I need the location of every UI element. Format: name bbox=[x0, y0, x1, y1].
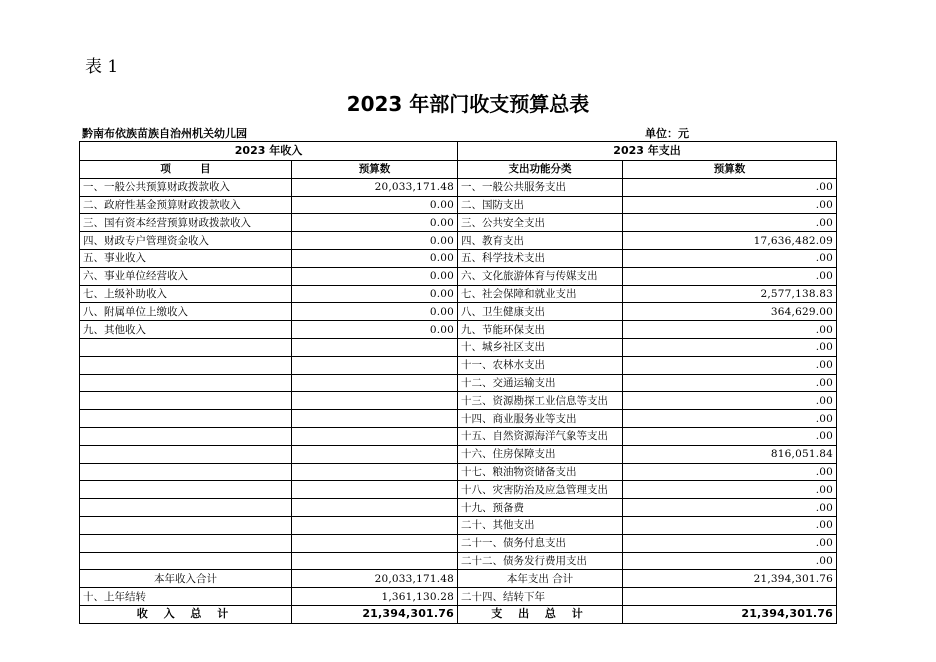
income-item-cell bbox=[80, 445, 292, 463]
income-item-cell: 十、上年结转 bbox=[80, 588, 292, 606]
income-amount-cell: 20,033,171.48 bbox=[292, 570, 458, 588]
table-row bbox=[80, 605, 837, 623]
expense-item-cell: 二十一、债务付息支出 bbox=[458, 534, 623, 552]
income-amount-cell: 21,394,301.76 bbox=[292, 605, 458, 623]
expense-amount-cell: 17,636,482.09 bbox=[623, 232, 837, 250]
table-row bbox=[80, 374, 837, 392]
income-item-cell: 收 入 总 计 bbox=[80, 605, 292, 623]
expense-item-cell: 二、国防支出 bbox=[458, 196, 623, 214]
expense-amount-cell: .00 bbox=[623, 392, 837, 410]
income-item-cell bbox=[80, 356, 292, 374]
expense-amount-cell: .00 bbox=[623, 356, 837, 374]
income-item-cell bbox=[80, 410, 292, 428]
expense-amount-cell: .00 bbox=[623, 427, 837, 445]
expense-amount-cell: .00 bbox=[623, 321, 837, 339]
income-item-cell: 五、事业收入 bbox=[80, 249, 292, 267]
table-row bbox=[80, 427, 837, 445]
expense-item-cell: 支 出 总 计 bbox=[458, 605, 623, 623]
expense-item-cell: 十三、资源勘探工业信息等支出 bbox=[458, 392, 623, 410]
expense-amount-cell: 21,394,301.76 bbox=[623, 570, 837, 588]
income-amount-cell: 20,033,171.48 bbox=[292, 178, 458, 196]
expense-amount-cell: 816,051.84 bbox=[623, 445, 837, 463]
income-amount-cell: 0.00 bbox=[292, 232, 458, 250]
expense-amount-cell: .00 bbox=[623, 534, 837, 552]
expense-amount-cell: 21,394,301.76 bbox=[623, 605, 837, 623]
income-amount-cell: 0.00 bbox=[292, 267, 458, 285]
expense-item-cell: 十五、自然资源海洋气象等支出 bbox=[458, 427, 623, 445]
page-title: 2023 年部门收支预算总表 bbox=[346, 92, 590, 116]
income-amount-cell bbox=[292, 463, 458, 481]
expense-item-cell: 八、卫生健康支出 bbox=[458, 303, 623, 321]
table-row bbox=[80, 178, 837, 196]
table-row bbox=[80, 392, 837, 410]
income-item-cell bbox=[80, 552, 292, 570]
expense-item-header: 支出功能分类 bbox=[458, 161, 623, 179]
expense-amount-cell: .00 bbox=[623, 516, 837, 534]
income-item-cell bbox=[80, 392, 292, 410]
table-row bbox=[80, 499, 837, 517]
expense-amount-cell: .00 bbox=[623, 196, 837, 214]
income-item-cell: 三、国有资本经营预算财政拨款收入 bbox=[80, 214, 292, 232]
expense-amount-cell: .00 bbox=[623, 463, 837, 481]
table-row bbox=[80, 534, 837, 552]
expense-item-cell: 十七、粮油物资储备支出 bbox=[458, 463, 623, 481]
income-amount-cell: 0.00 bbox=[292, 214, 458, 232]
expense-item-cell: 九、节能环保支出 bbox=[458, 321, 623, 339]
income-item-cell bbox=[80, 534, 292, 552]
table-row bbox=[80, 516, 837, 534]
expense-item-cell: 四、教育支出 bbox=[458, 232, 623, 250]
expense-item-cell: 一、一般公共服务支出 bbox=[458, 178, 623, 196]
income-item-cell bbox=[80, 499, 292, 517]
expense-amount-cell: 364,629.00 bbox=[623, 303, 837, 321]
income-item-cell: 本年收入合计 bbox=[80, 570, 292, 588]
table-row bbox=[80, 356, 837, 374]
table-label: 表 1 bbox=[85, 57, 119, 77]
expense-section-header: 2023 年支出 bbox=[458, 142, 837, 161]
expense-amount-cell: .00 bbox=[623, 338, 837, 356]
income-item-cell: 二、政府性基金预算财政拨款收入 bbox=[80, 196, 292, 214]
income-item-cell: 八、附属单位上缴收入 bbox=[80, 303, 292, 321]
income-item-cell bbox=[80, 374, 292, 392]
table-row bbox=[80, 445, 837, 463]
column-header-row bbox=[80, 161, 837, 179]
income-amount-cell bbox=[292, 338, 458, 356]
expense-item-cell: 六、文化旅游体育与传媒支出 bbox=[458, 267, 623, 285]
expense-amount-header: 预算数 bbox=[623, 161, 837, 179]
income-item-cell bbox=[80, 481, 292, 499]
income-amount-cell bbox=[292, 374, 458, 392]
table-row bbox=[80, 267, 837, 285]
expense-item-cell: 本年支出 合计 bbox=[458, 570, 623, 588]
table-row bbox=[80, 321, 837, 339]
expense-item-cell: 二十、其他支出 bbox=[458, 516, 623, 534]
expense-amount-cell: .00 bbox=[623, 267, 837, 285]
income-item-cell: 四、财政专户管理资金收入 bbox=[80, 232, 292, 250]
income-item-header: 项 目 bbox=[80, 161, 292, 179]
income-amount-cell: 1,361,130.28 bbox=[292, 588, 458, 606]
expense-item-cell: 十二、交通运输支出 bbox=[458, 374, 623, 392]
table-row bbox=[80, 570, 837, 588]
expense-item-cell: 七、社会保障和就业支出 bbox=[458, 285, 623, 303]
income-amount-cell bbox=[292, 516, 458, 534]
income-section-header: 2023 年收入 bbox=[80, 142, 458, 161]
expense-item-cell: 五、科学技术支出 bbox=[458, 249, 623, 267]
income-amount-cell bbox=[292, 427, 458, 445]
expense-item-cell: 二十四、结转下年 bbox=[458, 588, 623, 606]
expense-amount-cell: 2,577,138.83 bbox=[623, 285, 837, 303]
income-amount-cell bbox=[292, 499, 458, 517]
expense-amount-cell bbox=[623, 588, 837, 606]
table-row bbox=[80, 481, 837, 499]
table-row bbox=[80, 303, 837, 321]
income-amount-cell bbox=[292, 445, 458, 463]
income-item-cell: 九、其他收入 bbox=[80, 321, 292, 339]
table-row bbox=[80, 463, 837, 481]
table-row bbox=[80, 410, 837, 428]
income-amount-cell: 0.00 bbox=[292, 249, 458, 267]
unit-label: 单位：元 bbox=[645, 127, 689, 140]
income-amount-cell bbox=[292, 410, 458, 428]
expense-item-cell: 十八、灾害防治及应急管理支出 bbox=[458, 481, 623, 499]
expense-amount-cell: .00 bbox=[623, 552, 837, 570]
table-row bbox=[80, 552, 837, 570]
income-item-cell bbox=[80, 338, 292, 356]
income-item-cell: 六、事业单位经营收入 bbox=[80, 267, 292, 285]
income-amount-cell bbox=[292, 356, 458, 374]
expense-item-cell: 三、公共安全支出 bbox=[458, 214, 623, 232]
income-amount-cell bbox=[292, 392, 458, 410]
income-item-cell: 一、一般公共预算财政拨款收入 bbox=[80, 178, 292, 196]
table-row bbox=[80, 196, 837, 214]
expense-item-cell: 十一、农林水支出 bbox=[458, 356, 623, 374]
expense-item-cell: 十、城乡社区支出 bbox=[458, 338, 623, 356]
income-amount-cell: 0.00 bbox=[292, 285, 458, 303]
income-amount-cell: 0.00 bbox=[292, 196, 458, 214]
income-amount-cell bbox=[292, 534, 458, 552]
table-row bbox=[80, 285, 837, 303]
income-amount-header: 预算数 bbox=[292, 161, 458, 179]
table-row bbox=[80, 214, 837, 232]
income-amount-cell bbox=[292, 481, 458, 499]
income-amount-cell: 0.00 bbox=[292, 321, 458, 339]
expense-amount-cell: .00 bbox=[623, 481, 837, 499]
income-item-cell: 七、上级补助收入 bbox=[80, 285, 292, 303]
expense-amount-cell: .00 bbox=[623, 410, 837, 428]
expense-amount-cell: .00 bbox=[623, 214, 837, 232]
expense-item-cell: 十四、商业服务业等支出 bbox=[458, 410, 623, 428]
income-amount-cell: 0.00 bbox=[292, 303, 458, 321]
expense-amount-cell: .00 bbox=[623, 374, 837, 392]
income-amount-cell bbox=[292, 552, 458, 570]
table-row bbox=[80, 588, 837, 606]
expense-item-cell: 十九、预备费 bbox=[458, 499, 623, 517]
income-item-cell bbox=[80, 427, 292, 445]
expense-amount-cell: .00 bbox=[623, 499, 837, 517]
section-header-row bbox=[80, 142, 837, 161]
budget-table bbox=[79, 141, 837, 624]
expense-amount-cell: .00 bbox=[623, 178, 837, 196]
expense-item-cell: 十六、住房保障支出 bbox=[458, 445, 623, 463]
income-item-cell bbox=[80, 463, 292, 481]
expense-item-cell: 二十二、债务发行费用支出 bbox=[458, 552, 623, 570]
organization-name: 黔南布依族苗族自治州机关幼儿园 bbox=[82, 127, 247, 140]
expense-amount-cell: .00 bbox=[623, 249, 837, 267]
table-row bbox=[80, 338, 837, 356]
table-row bbox=[80, 232, 837, 250]
table-row bbox=[80, 249, 837, 267]
income-item-cell bbox=[80, 516, 292, 534]
